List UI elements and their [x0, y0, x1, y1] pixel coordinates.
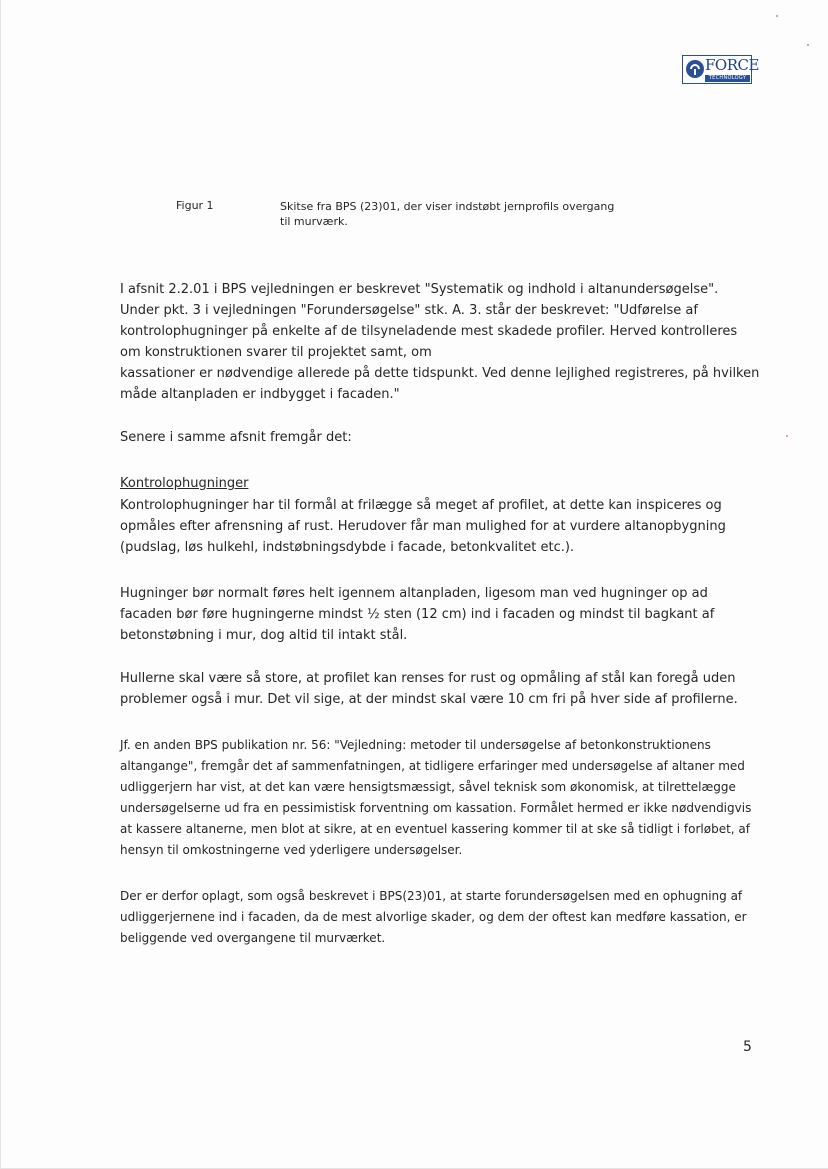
force-logo-icon	[685, 59, 705, 79]
paragraph-bps-guidance-cont: kassationer er nødvendige allerede på dette tidspunkt. Ved denne lejlighed registreres, på hvilken måde altanpladen er indbygget i facaden."	[120, 366, 760, 402]
scan-speck	[776, 15, 778, 17]
paragraph-hugninger: Hugninger bør normalt føres helt igennem altanpladen, ligesom man ved hugninger op ad facaden bør føre hugningerne mindst ½ sten (12 cm) ind i facaden og mindst til bagkant af betonstøbning i mur, dog altid til intakt stål.	[120, 586, 715, 643]
scan-speck	[807, 44, 809, 46]
paragraph-later-section: Senere i samme afsnit fremgår det:	[120, 430, 352, 445]
paragraph-bps-guidance: I afsnit 2.2.01 i BPS vejledningen er beskrevet "Systematik og indhold i altanundersøgelse". Under pkt. 3 i vejledningen "Forundersøgelse" stk. A. 3. står der beskrevet: "Udførelse af kontrolophugninger på enkelte af de tilsyneladende mest skadede profiler. Herved kontrolleres om konstruktionen svarer til projektet samt, om	[120, 282, 738, 360]
scan-speck	[786, 435, 788, 437]
logo-wordmark: FORCE	[705, 56, 759, 74]
section-heading-kontrolophugninger: Kontrolophugninger	[120, 476, 249, 491]
logo-tagline: TECHNOLOGY	[705, 75, 750, 82]
figure-label: Figur 1	[176, 199, 214, 212]
paragraph-kontrolophugninger: Kontrolophugninger har til formål at frilægge så meget af profilet, at dette kan inspiceres og opmåles efter afrensning af rust. Herudover får man mulighed for at vurdere altanopbygning (pudslag, løs hulkehl, indstøbningsdybde i facade, betonkvalitet etc.).	[120, 498, 726, 555]
paragraph-conclusion: Der er derfor oplagt, som også beskrevet i BPS(23)01, at starte forundersøgelsen med en ophugning af udliggerjernene ind i facaden, da de mest alvorlige skader, og dem der oftest kan medføre kassation, er beliggende ved overgangene til murværket.	[120, 889, 747, 945]
figure-caption: Skitse fra BPS (23)01, der viser indstøbt jernprofils overgang til murværk.	[280, 200, 615, 228]
force-technology-logo	[682, 55, 759, 84]
paragraph-hullerne: Hullerne skal være så store, at profilet kan renses for rust og opmåling af stål kan foregå uden problemer også i mur. Det vil sige, at der mindst skal være 10 cm fri på hver side af profilerne.	[120, 671, 738, 707]
page-number: 5	[743, 1039, 752, 1055]
paragraph-bps-publication-56: Jf. en anden BPS publikation nr. 56: "Vejledning: metoder til undersøgelse af betonkonstruktionens altangange", fremgår det af sammenfatningen, at tidligere erfaringer med undersøgelse af altaner med udliggerjern har vist, at det kan være hensigtsmæssigt, såvel teknisk som økonomisk, at tilrettelægge undersøgelserne ud fra en pessimistisk forventning om kassation. Formålet hermed er ikke nødvendigvis at kassere altanerne, men blot at sikre, at en eventuel kassering kommer til at ske så tidligt i forløbet, af hensyn til omkostningerne ved yderligere undersøgelser.	[120, 738, 752, 857]
